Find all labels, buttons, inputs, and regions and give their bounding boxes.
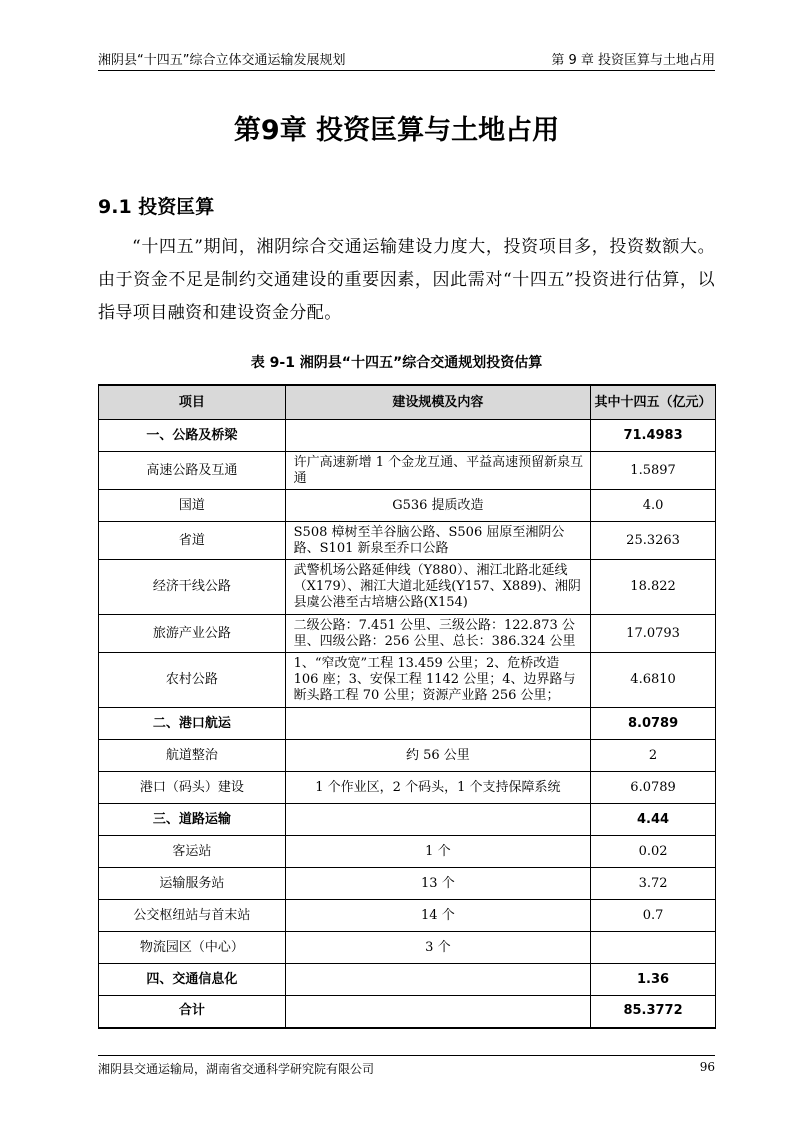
cell-content: G536 提质改造 xyxy=(285,490,590,522)
table-row xyxy=(99,836,716,868)
cell-item: 旅游产业公路 xyxy=(99,615,286,653)
table-row xyxy=(99,490,716,522)
table-row xyxy=(99,996,716,1028)
table-header-row xyxy=(99,385,716,420)
body-paragraph: “十四五”期间，湘阴综合交通运输建设力度大，投资项目多，投资数额大。由于资金不足是制约交通建设的重要因素，因此需对“十四五”投资进行估算，以指导项目融资和建设资金分配。 xyxy=(98,237,715,323)
header-content: 建设规模及内容 xyxy=(285,385,590,420)
cell-item: 经济干线公路 xyxy=(99,560,286,615)
cell-value: 4.44 xyxy=(591,804,716,836)
footer-organizations: 湘阴县交通运输局，湖南省交通科学研究院有限公司 xyxy=(98,1062,375,1076)
cell-item: 高速公路及互通 xyxy=(99,452,286,490)
cell-value: 1.36 xyxy=(591,964,716,996)
table-row xyxy=(99,900,716,932)
cell-item: 四、交通信息化 xyxy=(99,964,286,996)
cell-content: 许广高速新增 1 个金龙互通、平益高速预留新泉互通 xyxy=(285,452,590,490)
cell-content: S508 樟树至羊谷脑公路、S506 屈原至湘阴公路、S101 新泉至乔口公路 xyxy=(285,522,590,560)
cell-item: 航道整治 xyxy=(99,740,286,772)
cell-value: 17.0793 xyxy=(591,615,716,653)
cell-value: 0.02 xyxy=(591,836,716,868)
cell-value: 25.3263 xyxy=(591,522,716,560)
cell-value: 8.0789 xyxy=(591,708,716,740)
table-row xyxy=(99,452,716,490)
cell-item: 一、公路及桥梁 xyxy=(99,420,286,452)
table-row xyxy=(99,868,716,900)
page-header xyxy=(98,44,715,71)
cell-item: 合计 xyxy=(99,996,286,1028)
header-item: 项目 xyxy=(99,385,286,420)
cell-content xyxy=(285,804,590,836)
cell-content xyxy=(285,420,590,452)
table-caption: 表 9-1 湘阴县“十四五”综合交通规划投资估算 xyxy=(250,355,543,371)
cell-content: 二级公路：7.451 公里、三级公路：122.873 公里、四级公路：256 公里、总长：386.324 公里 xyxy=(285,615,590,653)
cell-item: 二、港口航运 xyxy=(99,708,286,740)
cell-content xyxy=(285,708,590,740)
cell-content xyxy=(285,964,590,996)
table-row xyxy=(99,740,716,772)
cell-content: 14 个 xyxy=(285,900,590,932)
table-row xyxy=(99,772,716,804)
cell-item: 运输服务站 xyxy=(99,868,286,900)
cell-item: 省道 xyxy=(99,522,286,560)
cell-value: 71.4983 xyxy=(591,420,716,452)
cell-content: 1 个 xyxy=(285,836,590,868)
page-number: 96 xyxy=(699,1060,715,1074)
cell-value: 18.822 xyxy=(591,560,716,615)
cell-item: 公交枢纽站与首末站 xyxy=(99,900,286,932)
cell-item: 客运站 xyxy=(99,836,286,868)
cell-item: 三、道路运输 xyxy=(99,804,286,836)
section-title: 9.1 投资匡算 xyxy=(98,196,215,218)
cell-value: 85.3772 xyxy=(591,996,716,1028)
header-value: 其中十四五（亿元） xyxy=(591,385,716,420)
table-row xyxy=(99,420,716,452)
table-row xyxy=(99,708,716,740)
cell-content: 武警机场公路延伸线（Y880）、湘江北路北延线（X179）、湘江大道北延线(Y157、X889)、湘阴县虞公港至古培塘公路(X154) xyxy=(285,560,590,615)
cell-item: 农村公路 xyxy=(99,653,286,708)
table-row xyxy=(99,964,716,996)
cell-content: 1、“窄改宽”工程 13.459 公里；2、危桥改造 106 座；3、安保工程 1142 公里；4、边界路与断头路工程 70 公里；资源产业路 256 公里； xyxy=(285,653,590,708)
table-row xyxy=(99,932,716,964)
table-row xyxy=(99,653,716,708)
cell-item: 港口（码头）建设 xyxy=(99,772,286,804)
cell-value: 2 xyxy=(591,740,716,772)
chapter-title: 第9章 投资匡算与土地占用 xyxy=(233,115,560,146)
cell-value: 3.72 xyxy=(591,868,716,900)
cell-value: 1.5897 xyxy=(591,452,716,490)
cell-content xyxy=(285,996,590,1028)
table-row xyxy=(99,804,716,836)
page-footer xyxy=(98,1055,715,1077)
cell-value: 6.0789 xyxy=(591,772,716,804)
cell-item: 物流园区（中心） xyxy=(99,932,286,964)
cell-content: 约 56 公里 xyxy=(285,740,590,772)
cell-value: 4.6810 xyxy=(591,653,716,708)
investment-table xyxy=(98,384,716,1029)
cell-content: 13 个 xyxy=(285,868,590,900)
header-chapter-title: 第 9 章 投资匡算与土地占用 xyxy=(551,53,715,68)
table-row xyxy=(99,615,716,653)
header-document-title: 湘阴县“十四五”综合立体交通运输发展规划 xyxy=(98,53,346,68)
cell-item: 国道 xyxy=(99,490,286,522)
cell-content: 3 个 xyxy=(285,932,590,964)
cell-value: 4.0 xyxy=(591,490,716,522)
cell-value: 0.7 xyxy=(591,900,716,932)
table-row xyxy=(99,522,716,560)
cell-value xyxy=(591,932,716,964)
cell-content: 1 个作业区，2 个码头，1 个支持保障系统 xyxy=(285,772,590,804)
table-row xyxy=(99,560,716,615)
